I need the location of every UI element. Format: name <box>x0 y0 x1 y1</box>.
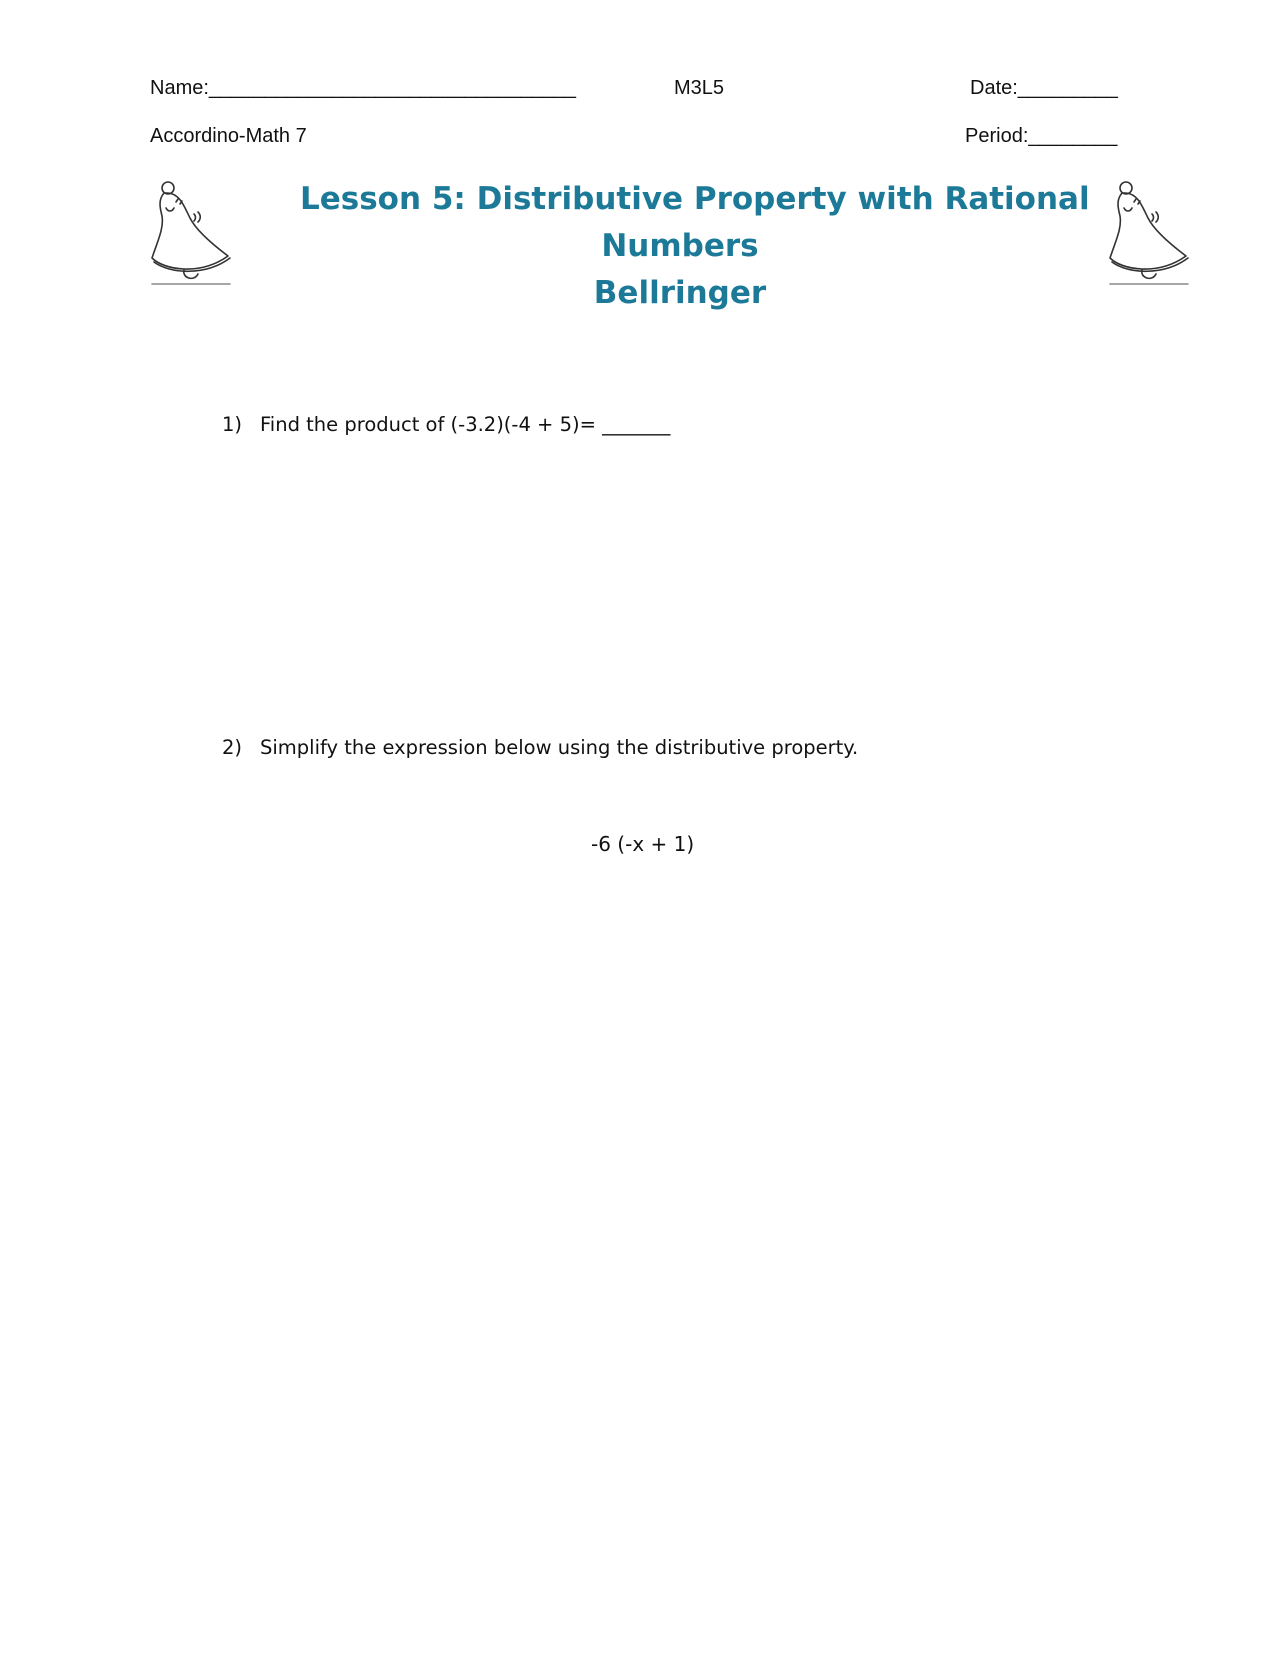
question-number: 1) <box>222 413 243 436</box>
bell-icon <box>1108 178 1190 286</box>
date-field-label: Date:_________ <box>970 77 1118 99</box>
question-2 <box>222 736 858 760</box>
question-number: 2) <box>222 736 243 759</box>
title-line-1: Lesson 5: Distributive Property with Rational <box>300 181 1090 217</box>
bell-icon <box>150 178 232 286</box>
expression: -6 (-x + 1) <box>591 832 695 856</box>
title-line-2: Numbers <box>601 228 759 264</box>
title-line-3: Bellringer <box>593 275 767 311</box>
lesson-title <box>300 176 1090 317</box>
lesson-code: M3L5 <box>674 77 725 99</box>
class-name: Accordino-Math 7 <box>150 125 307 147</box>
question-text: Find the product of (-3.2)(-4 + 5)= _______ <box>260 413 671 436</box>
period-field-label: Period:________ <box>965 125 1118 147</box>
name-field-label: Name:_________________________________ <box>150 77 576 99</box>
question-text: Simplify the expression below using the distributive property. <box>260 736 859 759</box>
question-1 <box>222 413 670 437</box>
